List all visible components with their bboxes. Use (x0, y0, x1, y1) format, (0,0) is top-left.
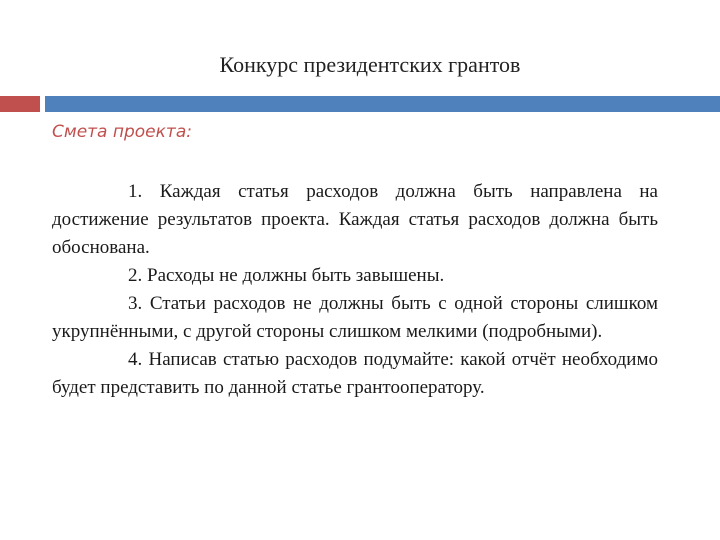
title-divider (0, 96, 720, 112)
slide-title: Конкурс президентских грантов (219, 52, 521, 77)
slide-subtitle: Смета проекта: (52, 122, 192, 142)
paragraph-3: 3. Статьи расходов не должны быть с одной стороны слишком укрупнёнными, с другой стороны слишком мелкими (подробными). (52, 293, 658, 342)
divider-blue-line (45, 111, 720, 112)
divider-blue-block (45, 96, 720, 112)
slide-body (52, 178, 658, 402)
divider-red-block (0, 96, 40, 112)
paragraph-2: 2. Расходы не должны быть завышены. (128, 265, 445, 286)
paragraph-4: 4. Написав статью расходов подумайте: какой отчёт необходимо будет представить по данной статье грантооператору. (52, 349, 658, 398)
paragraph-1: 1. Каждая статья расходов должна быть направлена на достижение результатов проекта. Каждая статья расходов должна быть обоснована. (52, 181, 658, 258)
